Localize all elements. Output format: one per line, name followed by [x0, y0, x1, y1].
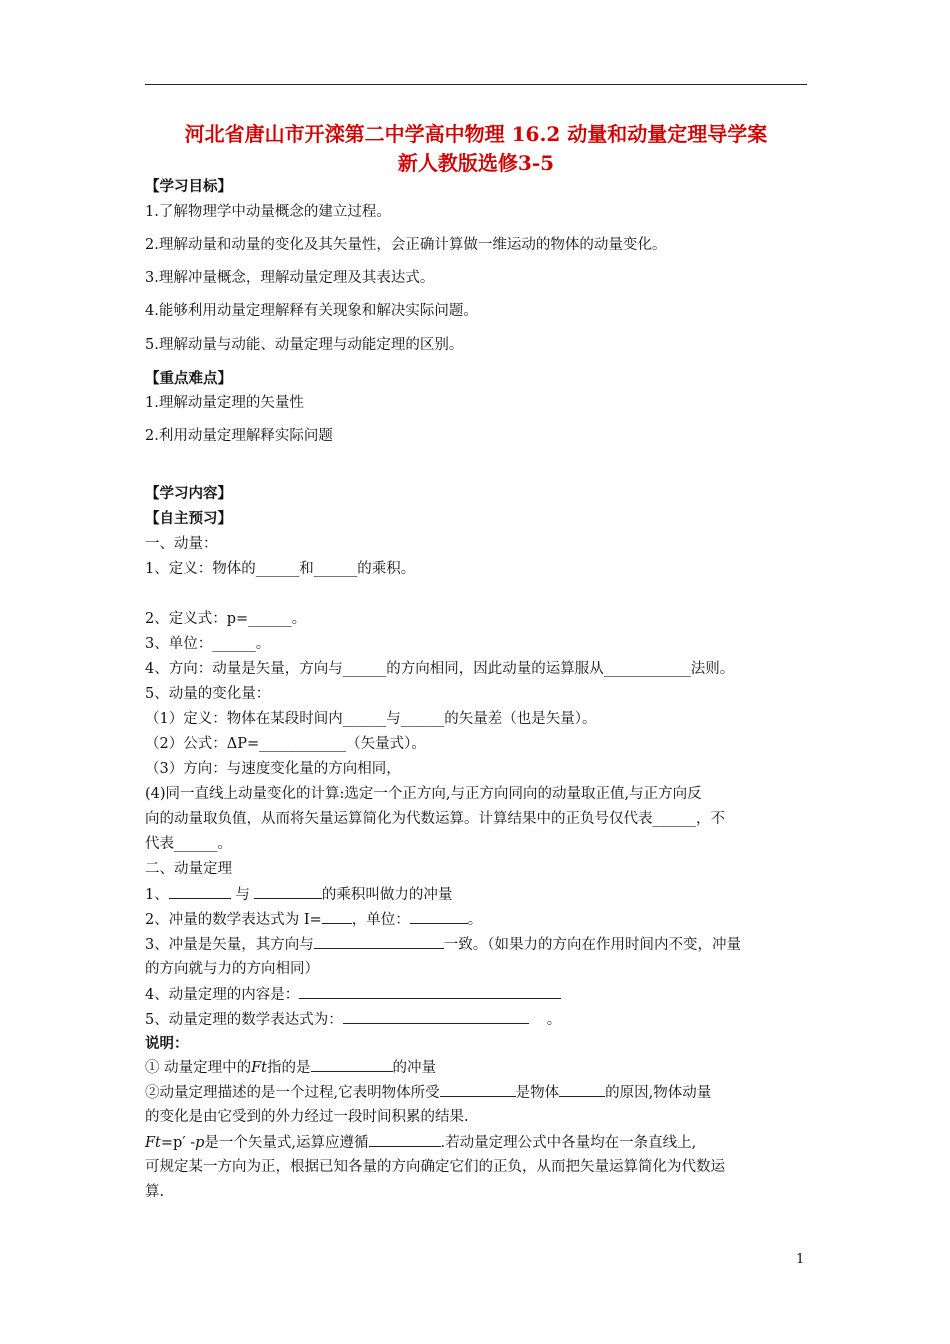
section-theorem: 二、动量定理 — [145, 861, 232, 877]
blank — [440, 1082, 516, 1097]
momentum-change-calc-1: (4)同一直线上动量变化的计算:选定一个正方向,与正方向同向的动量取正值,与正方向反 — [145, 786, 702, 802]
momentum-formula: 2、定义式：p=______。 — [145, 611, 307, 627]
impulse-definition: 1、 与 的乘积叫做力的冲量 — [145, 884, 452, 905]
blank — [343, 1009, 529, 1024]
objectives-heading: 【学习目标】 — [145, 178, 232, 195]
blank — [254, 884, 322, 899]
note-1: ① 动量定理中的Ft指的是 的冲量 — [145, 1057, 436, 1078]
objective-3: 3.理解冲量概念，理解动量定理及其表达式。 — [145, 270, 435, 286]
blank — [410, 909, 468, 924]
momentum-change-direction: （3）方向：与速度变化量的方向相同， — [145, 761, 401, 777]
theorem-formula: 5、动量定理的数学表达式为： 。 — [145, 1009, 561, 1030]
note-3-line3: 算. — [145, 1184, 165, 1200]
momentum-unit: 3、单位：______。 — [145, 636, 271, 652]
doc-title-line1: 河北省唐山市开滦第二中学高中物理 16.2 动量和动量定理导学案 — [184, 122, 768, 146]
keypoint-1: 1.理解动量定理的矢量性 — [145, 395, 304, 411]
momentum-change-calc-3: 代表______。 — [145, 836, 232, 852]
notes-heading: 说明： — [145, 1035, 189, 1052]
momentum-change-definition: （1）定义：物体在某段时间内______与______的矢量差（也是矢量）。 — [145, 711, 597, 727]
note-3-line2: 可规定某一方向为正，根据已知各量的方向确定它们的正负，从而把矢量运算简化为代数运 — [145, 1159, 725, 1175]
note-3-line1: Ft=p′ -p是一个矢量式,运算应遵循 .若动量定理公式中各量均在一条直线上, — [145, 1132, 696, 1153]
preview-heading: 【自主预习】 — [145, 510, 232, 527]
keypoint-2: 2.利用动量定理解释实际问题 — [145, 428, 333, 444]
blank — [299, 984, 561, 999]
momentum-change-calc-2: 向的动量取负值，从而将矢量运算简化为代数运算。计算结果中的正负号仅代表______，不 — [145, 811, 725, 827]
objective-5: 5.理解动量与动能、动量定理与动能定理的区别。 — [145, 337, 464, 353]
impulse-direction-1: 3、冲量是矢量，其方向与 一致。（如果力的方向在作用时间内不变，冲量 — [145, 934, 741, 955]
blank — [314, 934, 444, 949]
momentum-change: 5、动量的变化量： — [145, 686, 271, 702]
doc-title-line2: 新人教版选修3-5 — [397, 151, 555, 175]
objective-4: 4.能够利用动量定理解释有关现象和解决实际问题。 — [145, 303, 478, 319]
blank — [169, 884, 231, 899]
keypoints-heading: 【重点难点】 — [145, 370, 232, 387]
impulse-formula: 2、冲量的数学表达式为 I= ，单位： 。 — [145, 909, 482, 930]
blank — [559, 1082, 605, 1097]
header-rule — [145, 84, 807, 85]
blank — [322, 909, 352, 924]
impulse-direction-2: 的方向就与力的方向相同） — [145, 961, 319, 977]
blank — [369, 1132, 441, 1147]
momentum-direction: 4、方向：动量是矢量，方向与______的方向相同，因此动量的运算服从____________法则。 — [145, 661, 735, 677]
section-momentum: 一、动量： — [145, 536, 218, 552]
note-2-line1: ②动量定理描述的是一个过程,它表明物体所受 是物体 的原因,物体动量 — [145, 1082, 711, 1103]
momentum-definition: 1、定义：物体的______和______的乘积。 — [145, 561, 416, 577]
objective-1: 1.了解物理学中动量概念的建立过程。 — [145, 204, 391, 220]
blank — [311, 1057, 393, 1072]
objective-2: 2.理解动量和动量的变化及其矢量性，会正确计算做一维运动的物体的动量变化。 — [145, 237, 667, 253]
content-heading: 【学习内容】 — [145, 485, 232, 502]
theorem-content: 4、动量定理的内容是： — [145, 984, 561, 1005]
momentum-change-formula: （2）公式：ΔP=____________（矢量式）。 — [145, 736, 426, 752]
page-number: 1 — [796, 1252, 805, 1267]
note-2-line2: 的变化是由它受到的外力经过一段时间积累的结果. — [145, 1109, 469, 1125]
